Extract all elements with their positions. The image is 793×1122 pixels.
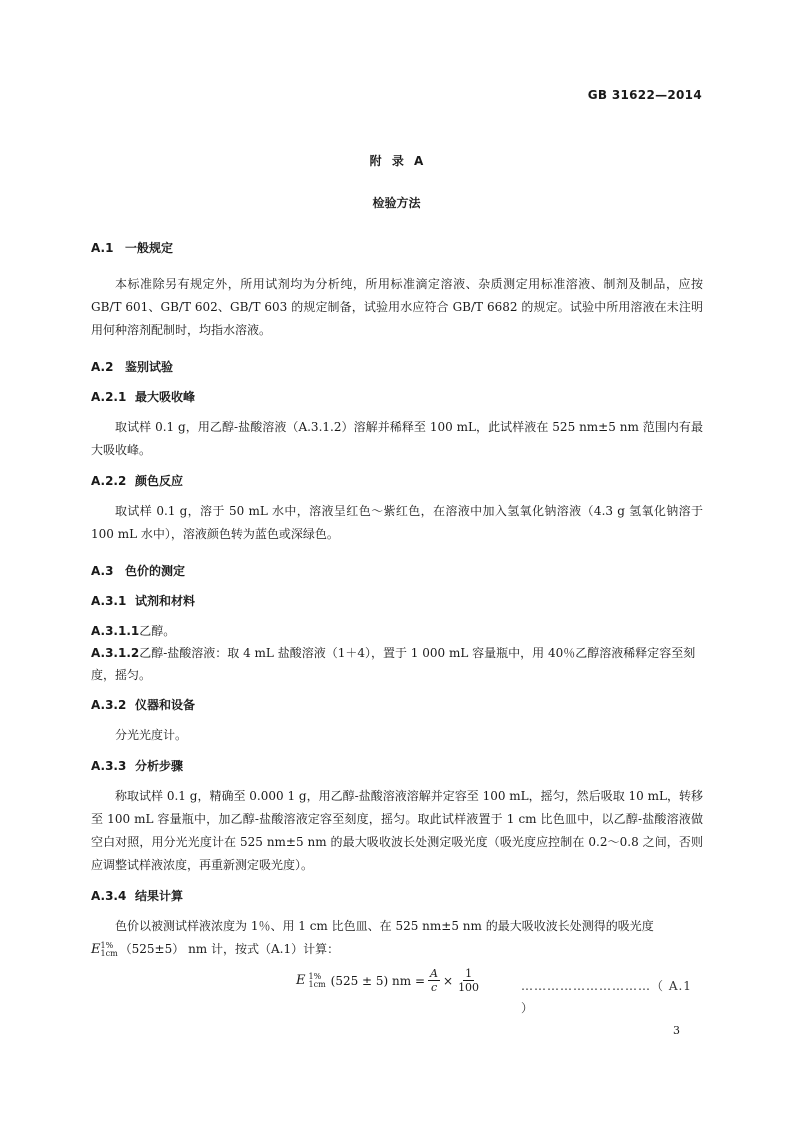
paragraph-a1: 本标准除另有规定外，所用试剂均为分析纯，所用标准滴定溶液、杂质测定用标准溶液、制剂及制品，应按 GB/T 601、GB/T 602、GB/T 603 的规定制备，试验用水应符合 GB/T 6682 的规定。试验中所用溶液在未注明用何种溶剂配制时，均指水溶液。 — [91, 277, 703, 337]
paragraph-a21: 取试样 0.1 g，用乙醇-盐酸溶液（A.3.1.2）溶解并稀释至 100 mL，此试样液在 525 nm±5 nm 范围内有最大吸收峰。 — [91, 420, 703, 457]
section-heading-a1 — [91, 237, 703, 259]
fraction-numerator: A — [430, 967, 438, 980]
line2-suffix: （525±5） nm 计，按式（A.1）计算： — [119, 942, 340, 956]
fraction-1-over-100 — [456, 967, 481, 994]
section-title: 一般规定 — [125, 241, 174, 255]
section-heading-a3 — [91, 560, 703, 582]
formula-symbol-e: E — [296, 972, 306, 988]
document-body — [91, 237, 703, 1015]
section-heading-a2 — [91, 356, 703, 378]
paragraph-a22: 取试样 0.1 g，溶于 50 mL 水中，溶液呈红色～紫红色，在溶液中加入氢氧化钠溶液（4.3 g 氢氧化钠溶于 100 mL 水中），溶液颜色转为蓝色或深绿色。 — [91, 504, 703, 541]
section-number: A.3.1 — [91, 594, 127, 608]
section-title: 色价的测定 — [125, 564, 186, 578]
section-title: 仪器和设备 — [135, 698, 196, 712]
formula-e-sub: 1cm — [308, 979, 326, 989]
section-heading-a32 — [91, 694, 703, 716]
paragraph-a32: 分光光度计。 — [115, 728, 188, 742]
e-sub: 1cm — [100, 948, 118, 958]
formula-expression — [296, 967, 481, 994]
section-number: A.3.3 — [91, 759, 127, 773]
section-heading-a34 — [91, 885, 703, 907]
section-number: A.2.2 — [91, 474, 127, 488]
section-number: A.2.1 — [91, 390, 127, 404]
section-title: 结果计算 — [135, 889, 184, 903]
formula-e-sup: 1% — [308, 971, 322, 981]
e-sup: 1% — [100, 940, 114, 950]
section-heading-a33 — [91, 755, 703, 777]
section-number: A.3.2 — [91, 698, 127, 712]
section-heading-a21 — [91, 386, 703, 408]
item-text: 乙醇-盐酸溶液：取 4 mL 盐酸溶液（1＋4），置于 1 000 mL 容量瓶中，用 40％乙醇溶液稀释定容至刻度，摇匀。 — [91, 646, 696, 682]
fraction-denominator: 100 — [458, 981, 480, 994]
formula-e-indices — [309, 973, 326, 989]
item-number: A.3.1.2 — [91, 646, 140, 660]
formula-lhs-tail: (525 ± 5) nm = — [330, 973, 426, 988]
section-title: 鉴别试验 — [125, 360, 174, 374]
item-number: A.3.1.1 — [91, 624, 140, 638]
formula-a1 — [91, 965, 703, 1015]
e-indices — [101, 942, 118, 958]
fraction-a-over-c — [428, 967, 440, 994]
symbol-e: E — [91, 942, 101, 957]
times-sign: × — [443, 973, 454, 988]
section-heading-a31 — [91, 590, 703, 612]
paragraph-a34-line2 — [91, 938, 703, 961]
item-a311 — [91, 620, 703, 642]
section-number: A.1 — [91, 241, 114, 255]
item-a312 — [91, 642, 703, 686]
section-title: 最大吸收峰 — [135, 390, 196, 404]
section-number: A.3 — [91, 564, 114, 578]
section-title: 颜色反应 — [135, 474, 184, 488]
fraction-denominator: c — [430, 981, 438, 994]
formula-number-leader: …………………………（ A.1 ） — [521, 979, 692, 1015]
paragraph-a33: 称取试样 0.1 g，精确至 0.000 1 g，用乙醇-盐酸溶液溶解并定容至 100 mL，摇匀，然后吸取 10 mL，转移至 100 mL 容量瓶中，加乙醇-盐酸溶液定容至刻度，摇匀。取此试样液置于 1 cm 比色皿中，以乙醇-盐酸溶液做空白对照，用分光光度计在 525 nm±5 nm 的最大吸收波长处测定吸光度（吸光度应控制在 0.2～0.8 之间，否则应调整试样液浓度，再重新测定吸光度）。 — [91, 789, 703, 872]
section-heading-a22 — [91, 470, 703, 492]
appendix-title: 附 录 A — [369, 154, 424, 168]
section-title: 试剂和材料 — [135, 594, 196, 608]
fraction-numerator: 1 — [465, 967, 473, 980]
section-number: A.3.4 — [91, 889, 127, 903]
section-title: 分析步骤 — [135, 759, 184, 773]
appendix-subtitle: 检验方法 — [372, 196, 421, 210]
paragraph-a34-line1: 色价以被测试样液浓度为 1％、用 1 cm 比色皿、在 525 nm±5 nm 的最大吸收波长处测得的吸光度 — [115, 919, 654, 933]
page-number: 3 — [673, 1024, 680, 1037]
item-text: 乙醇。 — [139, 624, 176, 638]
standard-code: GB 31622—2014 — [587, 88, 702, 102]
section-number: A.2 — [91, 360, 114, 374]
